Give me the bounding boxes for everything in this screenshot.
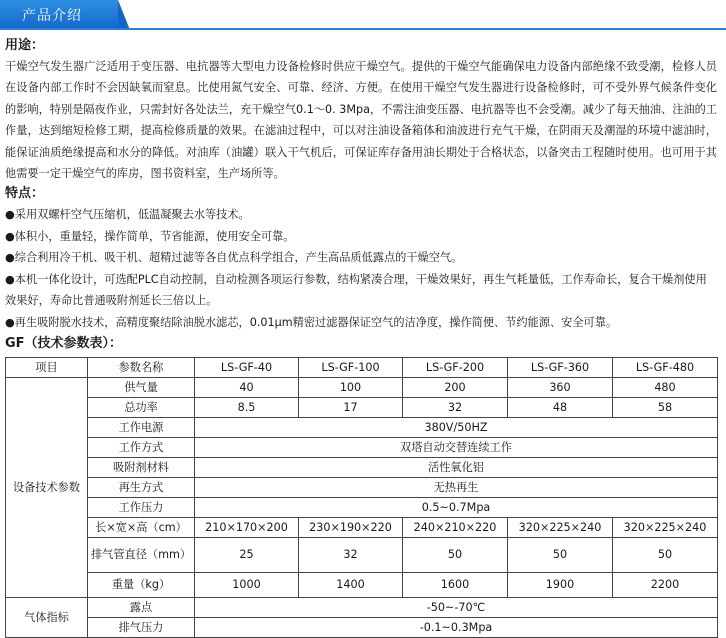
table-cell: -0.1~0.3Mpa [195, 618, 718, 638]
param-name: 工作电源 [88, 418, 195, 438]
param-name: 排气压力 [88, 618, 195, 638]
features-title: 特点： [5, 186, 45, 202]
param-name: 重量（kg） [88, 573, 195, 598]
usage-title: 用途： [5, 38, 45, 53]
table-cell: 480 [613, 378, 718, 398]
table-cell: 17 [299, 398, 403, 418]
feature-item-1: ●采用双螺杆空气压缩机，低温凝聚去水等技术。 [5, 208, 250, 222]
table-row [6, 418, 718, 438]
feature-item-5: ●再生吸附脱水技术，高精度聚结除油脱水滤芯，0.01μm精密过滤器保证空气的洁净度，操作简便、节约能源、安全可靠。 [5, 315, 618, 329]
spec-table [5, 357, 718, 638]
table-row [6, 598, 718, 618]
header-cell: LS-GF-40 [195, 358, 299, 378]
table-cell: 320×225×240 [613, 518, 718, 538]
product-intro-tab[interactable] [0, 0, 118, 30]
header-cell: 项目 [6, 358, 88, 378]
param-name: 再生方式 [88, 478, 195, 498]
group-label-gas: 气体指标 [6, 598, 88, 638]
table-cell: 200 [403, 378, 508, 398]
table-row [6, 438, 718, 458]
table-row [6, 573, 718, 598]
table-cell: 50 [508, 538, 613, 573]
table-cell: 320×225×240 [508, 518, 613, 538]
table-cell: 32 [403, 398, 508, 418]
table-row [6, 518, 718, 538]
table-cell: 8.5 [195, 398, 299, 418]
table-row [6, 538, 718, 573]
table-cell: 1900 [508, 573, 613, 598]
table-cell: 380V/50HZ [195, 418, 718, 438]
table-header-row [6, 358, 718, 378]
table-cell: 1400 [299, 573, 403, 598]
table-row [6, 378, 718, 398]
param-name: 露点 [88, 598, 195, 618]
section-header [0, 0, 726, 30]
header-divider [0, 28, 726, 30]
table-row [6, 398, 718, 418]
table-cell: 100 [299, 378, 403, 398]
param-name: 总功率 [88, 398, 195, 418]
param-name: 长×宽×高（cm） [88, 518, 195, 538]
table-cell: 50 [613, 538, 718, 573]
table-row [6, 498, 718, 518]
table-cell: 活性氧化铝 [195, 458, 718, 478]
table-cell: 230×190×220 [299, 518, 403, 538]
feature-item-3: ●综合利用冷干机、吸干机、超精过滤等各自优点科学组合，产生高品质低露点的干燥空气。 [5, 251, 463, 265]
param-name: 供气量 [88, 378, 195, 398]
feature-item-2: ●体积小，重量轻，操作简单，节省能源，使用安全可靠。 [5, 229, 295, 243]
table-cell: 1000 [195, 573, 299, 598]
table-cell: 25 [195, 538, 299, 573]
table-cell: 无热再生 [195, 478, 718, 498]
table-cell: 32 [299, 538, 403, 573]
table-cell: 210×170×200 [195, 518, 299, 538]
tab-label: 产品介绍 [22, 8, 82, 24]
group-label-equipment: 设备技术参数 [6, 378, 88, 598]
table-row [6, 478, 718, 498]
param-name: 工作方式 [88, 438, 195, 458]
table-cell: 58 [613, 398, 718, 418]
table-cell: 2200 [613, 573, 718, 598]
table-cell: 0.5~0.7Mpa [195, 498, 718, 518]
table-cell: 双塔自动交替连续工作 [195, 438, 718, 458]
table-cell: 240×210×220 [403, 518, 508, 538]
spec-table-title: GF（技术参数表）： [5, 336, 123, 352]
table-cell: 50 [403, 538, 508, 573]
table-row [6, 458, 718, 478]
usage-text: 干燥空气发生器广泛适用于变压器、电抗器等大型电力设备检修时供应干燥空气。提供的干燥空气能确保电力设备内部绝缘不致受潮，检修人员在设备内部工作时不会因缺氧而窒息。比使用氮气安全、可靠、经济、方便。在使用干燥空气发生器进行设备检修时，可不受外界气候条件变化的影响，特别是隔夜作业，只需封好各处法兰，充干燥空气0.1～0. 3Mpa，不需注油变压器、电抗器等也不会受潮。减少了每天抽油、注油的工作量，达到缩短检修工期，提高检修质量的效果。在滤油过程中，可以对注油设备箱体和油波进行充气干燥，在阴雨天及潮湿的环境中滤油时，能保证油质绝缘提高和水分的降低。对油库（油罐）联入干气机后，可保证库存备用油长期处于合格状态，以备突击工程随时使用。也可用于其他需要一定干燥空气的库房，图书资料室，生产场所等。 [5, 60, 717, 181]
header-cell: LS-GF-200 [403, 358, 508, 378]
param-name: 工作压力 [88, 498, 195, 518]
table-row [6, 618, 718, 638]
param-name: 排气管直径（mm） [88, 538, 195, 573]
header-cell: LS-GF-360 [508, 358, 613, 378]
param-name: 吸附剂材料 [88, 458, 195, 478]
header-cell: LS-GF-480 [613, 358, 718, 378]
header-cell: LS-GF-100 [299, 358, 403, 378]
header-cell: 参数名称 [88, 358, 195, 378]
table-cell: 48 [508, 398, 613, 418]
table-cell: -50~-70℃ [195, 598, 718, 618]
table-cell: 40 [195, 378, 299, 398]
content [5, 36, 717, 638]
table-cell: 360 [508, 378, 613, 398]
feature-item-4: ●本机一体化设计，可选配PLC自动控制，自动检测各项运行参数，结构紧凑合理，干燥效果好，再生气耗量低，工作寿命长，复合干燥剂使用效果好，寿命比普通吸附剂延长三倍以上。 [5, 272, 707, 308]
table-cell: 1600 [403, 573, 508, 598]
